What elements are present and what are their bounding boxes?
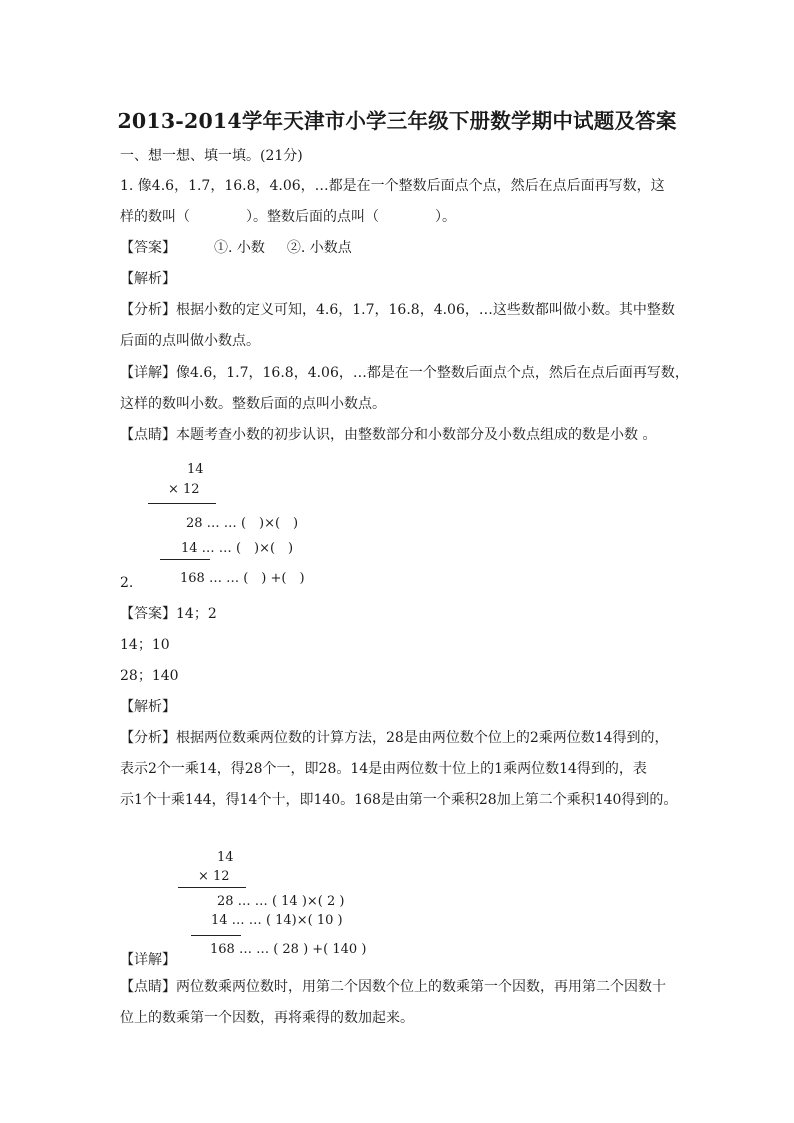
q2-dianjing-label: 【点睛】 bbox=[120, 979, 176, 995]
q1-answer-label: 【答案】 bbox=[120, 240, 176, 256]
q2-number: 2. bbox=[120, 575, 134, 591]
q2-blank-multiplicand: 14 bbox=[187, 462, 204, 477]
q2-filled-rule-1 bbox=[178, 887, 246, 888]
q1-fenxi-line1 bbox=[120, 300, 675, 320]
q2-filled-multiplier: × 12 bbox=[198, 869, 230, 884]
q2-answer-line3: 28；140 bbox=[120, 668, 179, 684]
q1-answer-1: ①. 小数 bbox=[214, 240, 265, 256]
q2-blank-row3: 168 … … ( ) +( ) bbox=[180, 571, 305, 586]
q2-blank-multiplier: × 12 bbox=[168, 482, 200, 497]
q2-filled-rule-2 bbox=[191, 935, 241, 936]
q1-xiangjie-label: 【详解】 bbox=[120, 365, 176, 381]
q1-answer-2: ②. 小数点 bbox=[286, 240, 352, 256]
q2-blank-rule-1 bbox=[148, 503, 216, 504]
q2-dianjing-line2: 位上的数乘第一个因数，再将乘得的数加起来。 bbox=[120, 1010, 414, 1026]
q2-filled-multiplicand: 14 bbox=[217, 850, 234, 865]
q1-dianjing-line bbox=[120, 425, 656, 445]
q1-dianjing-label: 【点睛】 bbox=[120, 427, 176, 443]
section-heading: 一、想一想、填一填。(21分) bbox=[120, 148, 303, 164]
q1-xiangjie-line1 bbox=[120, 363, 689, 383]
q2-answer-line2: 14；10 bbox=[120, 637, 170, 653]
q2-fenxi-line2: 表示2个一乘14，得28个一，即28。14是由两位数十位上的1乘两位数14得到的，表 bbox=[120, 761, 647, 777]
q2-blank-row2: 14 … … ( )×( ) bbox=[181, 541, 294, 556]
q1-fenxi-text1: 根据小数的定义可知，4.6，1.7，16.8，4.06，…这些数都叫做小数。其中整数 bbox=[176, 302, 675, 318]
q2-analysis-label: 【解析】 bbox=[120, 699, 176, 715]
q2-xiangjie-label: 【详解】 bbox=[120, 952, 176, 968]
q1-answer-row bbox=[120, 238, 352, 258]
q2-fenxi-text1: 根据两位数乘两位数的计算方法，28是由两位数个位上的2乘两位数14得到的， bbox=[176, 730, 669, 746]
q2-dianjing-line1 bbox=[120, 977, 666, 997]
q1-fenxi-label: 【分析】 bbox=[120, 302, 176, 318]
q2-blank-row1: 28 … … ( )×( ) bbox=[186, 516, 299, 531]
q2-answer-row bbox=[120, 604, 217, 624]
q2-answer-label: 【答案】 bbox=[120, 606, 176, 622]
q1-dianjing-text: 本题考查小数的初步认识，由整数部分和小数部分及小数点组成的数是小数 。 bbox=[176, 427, 657, 443]
q2-answer-line1: 14；2 bbox=[176, 606, 217, 622]
q2-fenxi-line1 bbox=[120, 728, 669, 748]
q2-blank-rule-2 bbox=[160, 559, 210, 560]
q2-dianjing-text1: 两位数乘两位数时，用第二个因数个位上的数乘第一个因数，再用第二个因数十 bbox=[176, 979, 666, 995]
q2-fenxi-label: 【分析】 bbox=[120, 730, 176, 746]
q1-fenxi-line2: 后面的点叫做小数点。 bbox=[120, 333, 260, 349]
q1-text-line2: 样的数叫（ ）。整数后面的点叫（ ）。 bbox=[120, 209, 456, 225]
document-title: 2013-2014学年天津市小学三年级下册数学期中试题及答案 bbox=[117, 109, 677, 133]
q1-xiangjie-text1: 像4.6，1.7，16.8，4.06，…都是在一个整数后面点个点，然后在点后面再写数， bbox=[176, 365, 689, 381]
q2-filled-row2: 14 … … ( 14)×( 10 ) bbox=[211, 913, 343, 928]
q2-filled-row3: 168 … … ( 28 ) +( 140 ) bbox=[210, 942, 367, 957]
q2-filled-row1: 28 … … ( 14 )×( 2 ) bbox=[217, 894, 345, 909]
q1-xiangjie-line2: 这样的数叫小数。整数后面的点叫小数点。 bbox=[120, 396, 386, 412]
q2-fenxi-line3: 示1个十乘144，得14个十，即140。168是由第一个乘积28加上第二个乘积140得到的。 bbox=[120, 792, 678, 808]
q1-analysis-label: 【解析】 bbox=[120, 271, 176, 287]
q1-text-line1: 1. 像4.6，1.7，16.8，4.06，…都是在一个整数后面点个点，然后在点后面再写数，这 bbox=[120, 178, 665, 194]
